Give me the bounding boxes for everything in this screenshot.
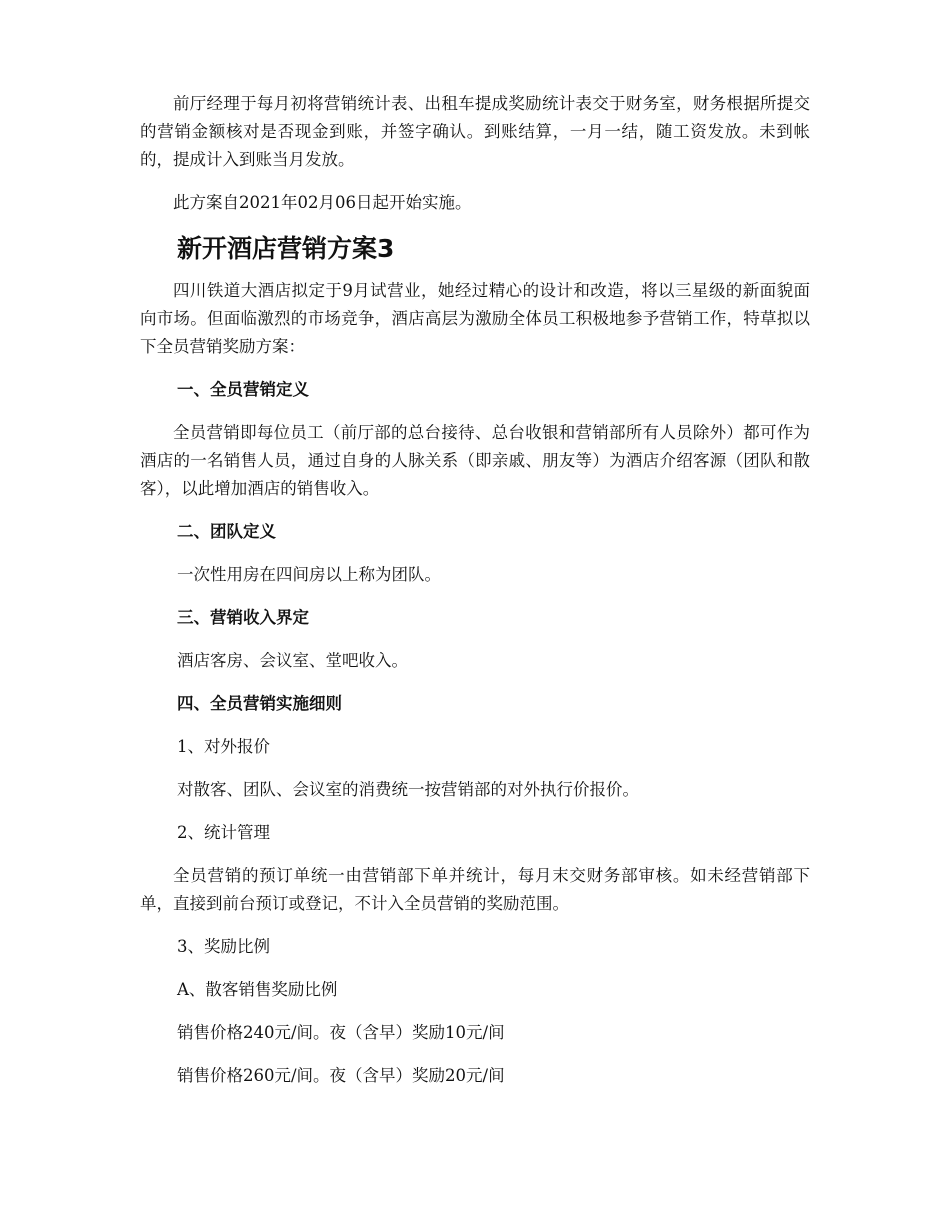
paragraph-statistics: 全员营销的预订单统一由营销部下单并统计，每月末交财务部审核。如未经营销部下单，直接到前台预订或登记，不计入全员营销的奖励范围。 (140, 866, 810, 913)
heading-team-definition: 二、团队定义 (177, 522, 276, 541)
section-title: 新开酒店营销方案3 (177, 234, 395, 263)
paragraph-team-definition: 一次性用房在四间房以上称为团队。 (177, 565, 441, 584)
item-individual-reward: A、散客销售奖励比例 (177, 980, 338, 999)
paragraph-external-quote: 对散客、团队、会议室的消费统一按营销部的对外执行价报价。 (177, 780, 639, 799)
paragraph-revenue-scope: 酒店客房、会议室、堂吧收入。 (177, 651, 408, 670)
heading-revenue-scope: 三、营销收入界定 (177, 608, 309, 627)
document-body (140, 90, 810, 1090)
reward-rate-240: 销售价格240元/间。夜（含早）奖励10元/间 (177, 1023, 505, 1042)
paragraph-intro: 四川铁道大酒店拟定于9月试营业，她经过精心的设计和改造，将以三星级的新面貌面向市场。但面临激烈的市场竞争，酒店高层为激励全体员工积极地参予营销工作，特草拟以下全员营销奖励方案： (140, 281, 810, 356)
heading-definition: 一、全员营销定义 (177, 380, 309, 399)
paragraph-settlement: 前厅经理于每月初将营销统计表、出租车提成奖励统计表交于财务室，财务根据所提交的营销金额核对是否现金到账，并签字确认。到账结算，一月一结，随工资发放。未到帐的，提成计入到账当月发放。 (140, 94, 810, 169)
item-reward-ratio: 3、奖励比例 (177, 937, 270, 956)
paragraph-effective-date: 此方案自2021年02月06日起开始实施。 (173, 193, 472, 212)
paragraph-definition: 全员营销即每位员工（前厅部的总台接待、总台收银和营销部所有人员除外）都可作为酒店的一名销售人员，通过自身的人脉关系（即亲戚、朋友等）为酒店介绍客源（团队和散客），以此增加酒店的销售收入。 (140, 423, 810, 498)
heading-implementation-rules: 四、全员营销实施细则 (177, 694, 342, 713)
reward-rate-260: 销售价格260元/间。夜（含早）奖励20元/间 (177, 1066, 505, 1085)
item-statistics: 2、统计管理 (177, 823, 270, 842)
item-external-quote: 1、对外报价 (177, 737, 270, 756)
